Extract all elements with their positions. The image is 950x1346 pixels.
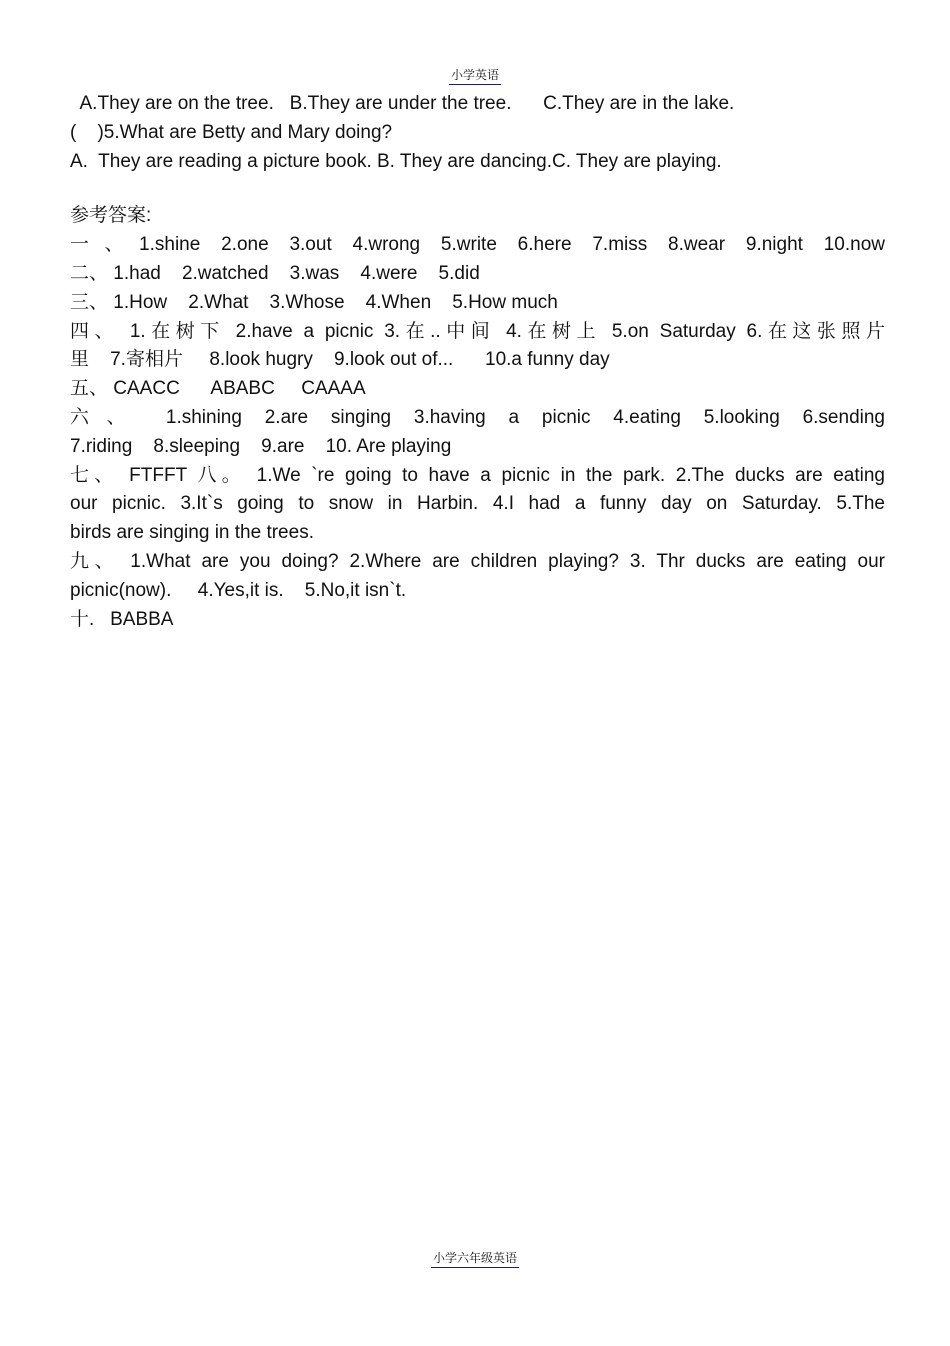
- answer-line-2: 二、 1.had 2.watched 3.was 4.were 5.did: [70, 262, 480, 284]
- answer-line-14: 十. BABBA: [70, 608, 174, 630]
- header-title: 小学英语: [449, 66, 501, 85]
- answer-line-12: 九、 1.What are you doing? 2.Where are children playing? 3. Thr ducks are eating our: [70, 550, 885, 572]
- answer-line-3: 三、 1.How 2.What 3.Whose 4.When 5.How much: [70, 291, 558, 313]
- answer-line-10: our picnic. 3.It`s going to snow in Harbin. 4.I had a funny day on Saturday. 5.The: [70, 493, 885, 515]
- answer-line-8: 7.riding 8.sleeping 9.are 10. Are playing: [70, 435, 452, 457]
- answer-line-1: 一、1.shine 2.one 3.out 4.wrong 5.write 6.here 7.miss 8.wear 9.night 10.now: [70, 234, 885, 256]
- answer-line-7: 六、 1.shining 2.are singing 3.having a picnic 4.eating 5.looking 6.sending: [70, 406, 885, 428]
- page-footer: [0, 1249, 950, 1268]
- answer-line-13: picnic(now). 4.Yes,it is. 5.No,it isn`t.: [70, 579, 407, 601]
- answer-line-11: birds are singing in the trees.: [70, 522, 314, 544]
- question-5-options: A. They are reading a picture book. B. They are dancing.C. They are playing.: [70, 150, 722, 172]
- question-4-options: A.They are on the tree. B.They are under the tree. C.They are in the lake.: [70, 93, 735, 114]
- document-body: [70, 90, 885, 634]
- question-5-stem: ( )5.What are Betty and Mary doing?: [70, 121, 393, 143]
- answer-line-9: 七、 FTFFT 八。 1.We `re going to have a picnic in the park. 2.The ducks are eating: [70, 464, 885, 486]
- spacer: [70, 176, 885, 202]
- footer-title: 小学六年级英语: [431, 1249, 519, 1268]
- answer-line-4: 四、 1.在树下 2.have a picnic 3.在..中间 4.在树上 5.on Saturday 6.在这张照片: [70, 320, 885, 342]
- answers-title: 参考答案:: [70, 205, 152, 227]
- answer-line-6: 五、 CAACC ABABC CAAAA: [70, 378, 366, 400]
- answer-line-5: 里 7.寄相片 8.look hugry 9.look out of... 10.a funny day: [70, 349, 610, 371]
- page-header: [0, 66, 950, 85]
